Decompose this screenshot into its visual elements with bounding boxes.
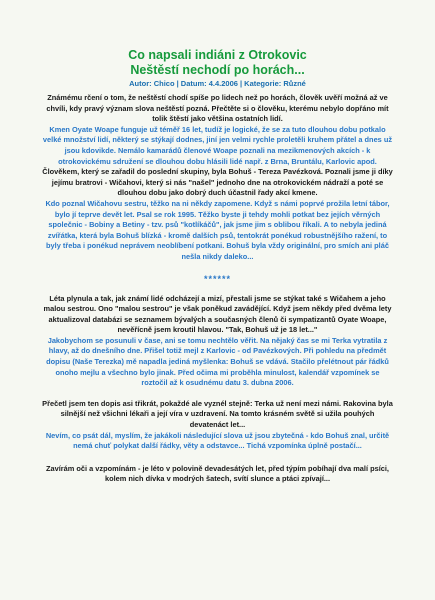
paragraph-intro: Známému rčení o tom, že neštěstí chodí spíše po lidech než po horách, člověk uvěří možná až ve chvíli, kdy pravý význam slova neštěstí pozná. Přečtěte si o člověku, kterému nebylo dopřáno mít tolik štěstí jako většina ostatních lidí.	[46, 93, 389, 124]
paragraph-closing: Zavírám oči a vzpomínám - je léto v polovině devadesátých let, před týpím pobíhají dva malí psíci, kolem nich dívka v modrých šatech, svítí slunce a ptáci zpívají...	[46, 463, 389, 484]
paragraph-bohus: Člověkem, který se zařadil do poslední skupiny, byla Bohuš - Tereza Pavézková. Poznali jsme ji díky jejímu bratrovi - Wičahovi, který si nás "našel" jednoho dne na otrokovickém nádraží a poté se dlouhou dobu jako dobrý duch účastnil řady akcí kmene.	[42, 167, 393, 198]
article-title-line1: Co napsali indiáni z Otrokovic	[128, 48, 307, 62]
spacer	[36, 389, 399, 399]
paragraph-silence: Nevím, co psát dál, myslím, že jakákoli následující slova už jsou zbytečná - kdo Bohuš znal, určitě nemá chuť polykat další řádky, věty a odstavce... Tichá vzpomínka úplně postačí...	[45, 430, 390, 451]
paragraph-years: Léta plynula a tak, jak známí lidé odcházejí a mizí, přestali jsme se stýkat také s Wičahem a jeho malou sestrou. Ono "malou sestrou" je však poněkud zavádějící. Když jsem někdy před dvěma lety aktualizoval databázi se seznamem bývalých a současných členů či sympatizantů Oyate Woape, nevěřícně jsem kroutil hlavou. "Tak, Bohuš už je 18 let..."	[43, 293, 392, 335]
paragraph-letter: Přečetl jsem ten dopis asi třikrát, pokaždé ale vyznél stejně: Terka už není mezi námi. Rakovina byla silnější než všichni lékaři a její víra v uzdravení. Na tomto krásném světě si užila pouhých devatenáct let...	[42, 398, 393, 430]
paragraph-mail: Jakobychom se posunuli v čase, ani se tomu nechtělo věřit. Na nějaký čas se mi Terka vytratila z hlavy, až do dnešního dne. Přišel totiž mejl z Karlovic - od Pavézkových. Při pohledu na předmět dopisu (Naše Terezka) mě napadla jediná myšlenka: Bohuš se vdává. Stačilo přelétnout pár řádků onoho mejlu a všechno bylo jinak. Před očima mi proběhla minulost, kalendář vzpomínek se roztočil až k osudnému datu 3. dubna 2006.	[46, 335, 389, 388]
section-divider: ******	[203, 273, 231, 284]
article-meta: Autor: Chico | Datum: 4.4.2006 | Kategorie: Různé	[129, 79, 306, 88]
spacer	[36, 452, 399, 464]
paragraph-memories: Kdo poznal Wičahovu sestru, těžko na ni někdy zapomene. Když s námi poprvé prožila letní tábor, bylo jí teprve devět let. Psal se rok 1995. Těžko byste ji tehdy mohli potkat bez jejích věrných společnic - Bobiny a Betiny - tzv. psů "kotlíkáčů", jak jsme jim s oblibou říkali. A to nebyla jediná zvířátka, která byla Bohuš blízká - kromě dalších psů, tentokrát ponékud robustnějšího ražení, to byly třeba i ponékud neprávem neoblíbení potkani. Bohuš byla vždy originální, pro smích ani pláč nešla nikdy daleko...	[45, 198, 390, 261]
article-title-line2: Neštěstí nechodí po horách...	[130, 63, 305, 77]
paragraph-kmen: Kmen Oyate Woape funguje už téměř 16 let, tudíž je logické, že se za tuto dlouhou dobu potkalo velké množství lidí, některý se stýkají dodnes, jiní jen velmi rychle proletěli kruhem přátel a dnes už jsou kdovikde. Nemálo kamarádů členové Woape poznali na mezikmenových akcích - k otrokovickému sdružení se dlouhou dobu hlásili lidé např. z Brna, Bruntálu, Karlovic apod.	[42, 124, 393, 166]
